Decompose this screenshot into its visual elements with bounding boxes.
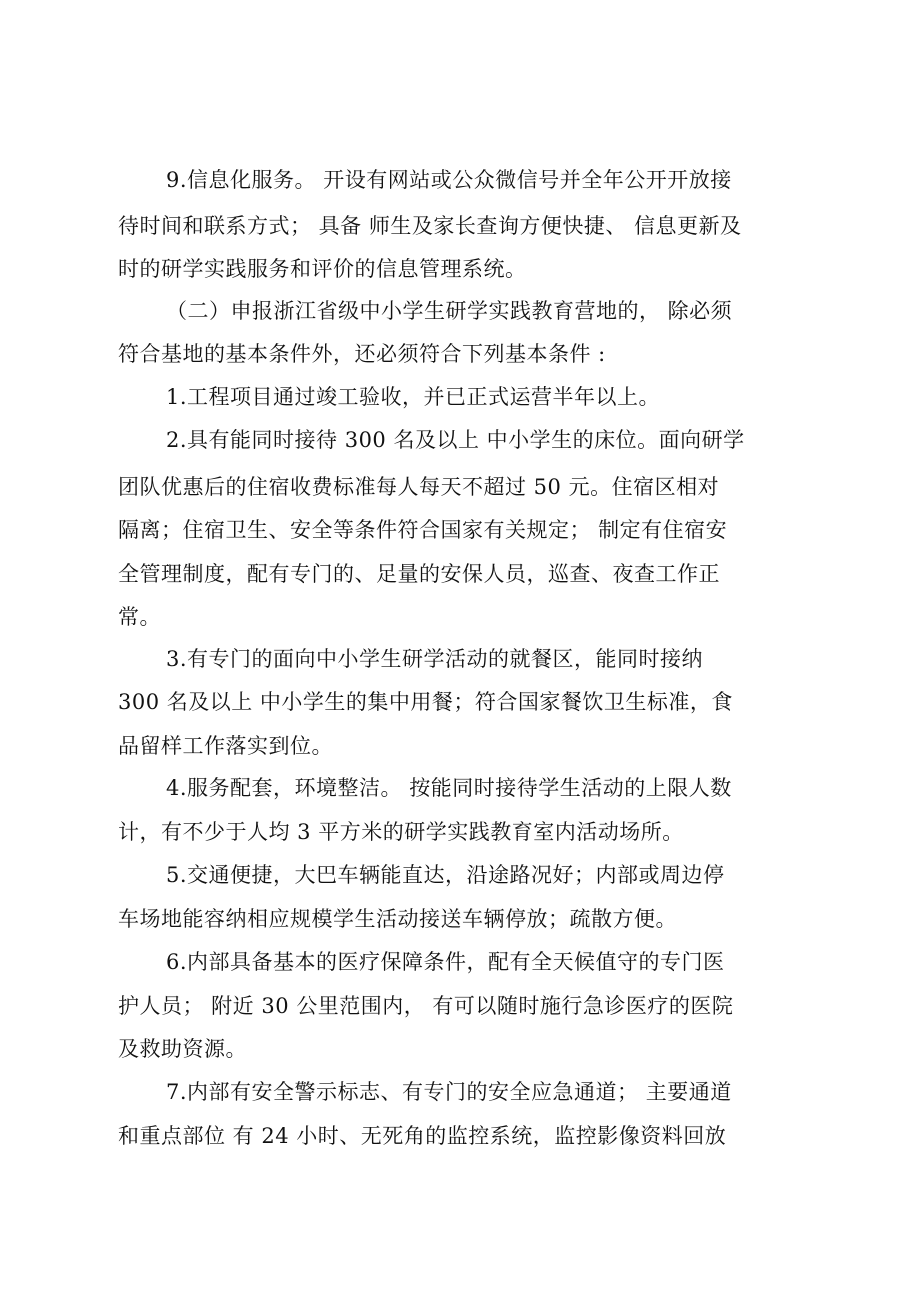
text-line: 车场地能容纳相应规模学生活动接送车辆停放；疏散方便。 bbox=[118, 907, 677, 931]
text-line: 6.内部具备基本的医疗保障条件，配有全天候值守的专门医 bbox=[166, 950, 725, 974]
text-line: 待时间和联系方式； 具备 师生及家长查询方便快捷、 信息更新及 bbox=[118, 214, 742, 238]
text-line: 300 名及以上 中小学生的集中用餐；符合国家餐饮卫生标准，食 bbox=[118, 690, 733, 714]
text-line: 常。 bbox=[118, 605, 161, 629]
text-line: 7.内部有安全警示标志、有专门的安全应急通道； 主要通道 bbox=[166, 1080, 732, 1104]
text-line: 符合基地的基本条件外，还必须符合下列基本条件 : bbox=[118, 342, 606, 366]
text-line: 和重点部位 有 24 小时、无死角的监控系统，监控影像资料回放 bbox=[118, 1124, 727, 1148]
text-line: 5.交通便捷，大巴车辆能直达，沿途路况好；内部或周边停 bbox=[166, 863, 725, 887]
text-line: 全管理制度，配有专门的、足量的安保人员，巡查、夜查工作正 bbox=[118, 562, 720, 586]
text-line: 3.有专门的面向中小学生研学活动的就餐区，能同时接纳 bbox=[166, 647, 704, 671]
text-line: 9.信息化服务。 开设有网站或公众微信号并全年公开开放接 bbox=[166, 168, 732, 192]
text-line: 计，有不少于人均 3 平方米的研学实践教育室内活动场所。 bbox=[118, 820, 684, 844]
text-line: 2.具有能同时接待 300 名及以上 中小学生的床位。面向研学 bbox=[166, 428, 745, 452]
text-line: 1.工程项目通过竣工验收，并已正式运营半年以上。 bbox=[166, 385, 661, 409]
text-line: 品留样工作落实到位。 bbox=[118, 734, 333, 758]
text-line: 护人员； 附近 30 公里范围内， 有可以随时施行急诊医疗的医院 bbox=[118, 994, 734, 1018]
text-line: 4.服务配套，环境整洁。 按能同时接待学生活动的上限人数 bbox=[166, 776, 732, 800]
text-line: （二）申报浙江省级中小学生研学实践教育营地的， 除必须 bbox=[166, 299, 733, 323]
text-line: 团队优惠后的住宿收费标准每人每天不超过 50 元。住宿区相对 bbox=[118, 475, 720, 499]
text-line: 及救助资源。 bbox=[118, 1037, 247, 1061]
text-line: 隔离；住宿卫生、安全等条件符合国家有关规定； 制定有住宿安 bbox=[118, 518, 728, 542]
text-line: 时的研学实践服务和评价的信息管理系统。 bbox=[118, 257, 527, 281]
